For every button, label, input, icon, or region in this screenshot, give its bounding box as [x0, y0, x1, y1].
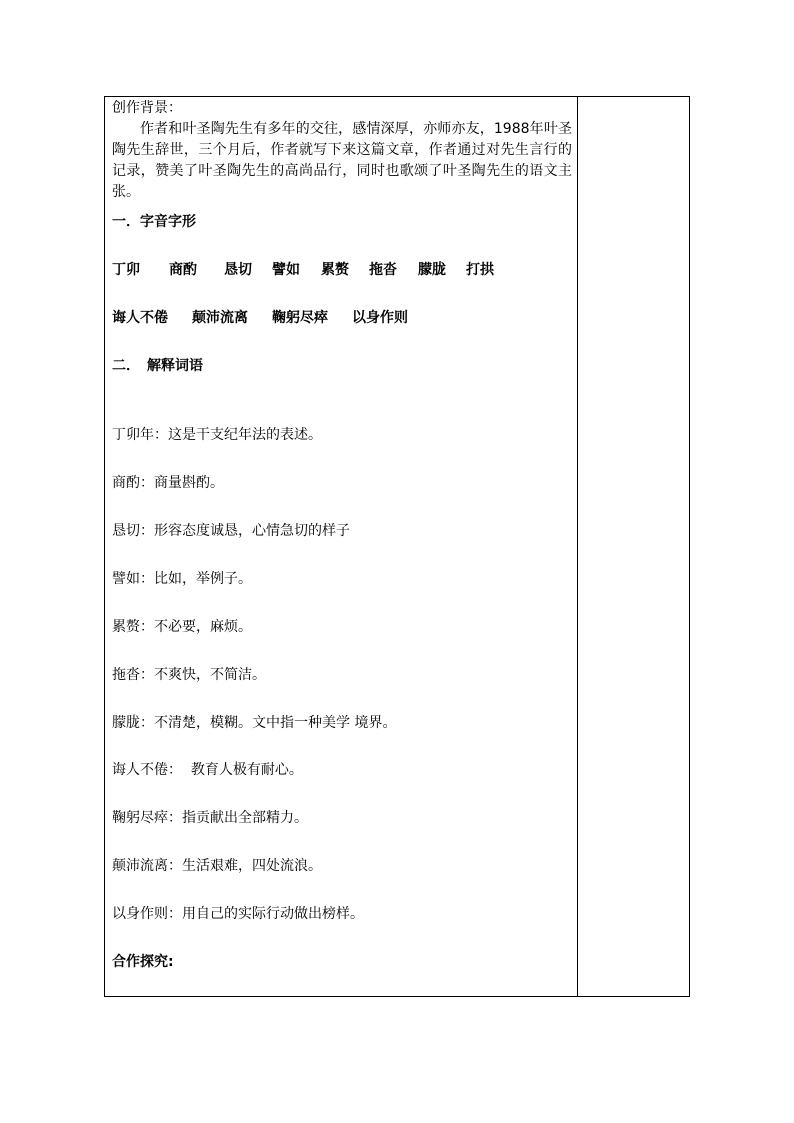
definition-item: 颠沛流离：生活艰难，四处流浪。 — [112, 858, 322, 874]
definition-item: 以身作则：用自己的实际行动做出榜样。 — [112, 906, 364, 922]
idiom-item: 以身作则 — [352, 310, 408, 326]
word-item: 打拱 — [466, 262, 494, 278]
word-item: 累赘 — [321, 262, 349, 278]
definition-item: 恳切：形容态度诚恳，心情急切的样子 — [112, 523, 350, 539]
idiom-item: 诲人不倦 — [112, 310, 168, 326]
section3-heading: 合作探究: — [112, 954, 174, 970]
word-item: 丁卯 — [112, 262, 140, 278]
word-item: 譬如 — [272, 262, 300, 278]
word-item: 恳切 — [224, 262, 252, 278]
background-heading: 创作背景： — [112, 100, 182, 116]
definition-item: 累赘：不必要，麻烦。 — [112, 619, 252, 635]
idiom-item: 鞠躬尽瘁 — [272, 310, 328, 326]
definition-item: 鞠躬尽瘁：指贡献出全部精力。 — [112, 810, 308, 826]
content-cell — [105, 97, 577, 996]
idiom-item: 颠沛流离 — [192, 310, 248, 326]
definition-item: 譬如：比如，举例子。 — [112, 571, 252, 587]
worksheet-table — [104, 96, 690, 997]
notes-cell — [578, 97, 689, 996]
word-item: 商酌 — [169, 262, 197, 278]
word-item: 朦胧 — [418, 262, 446, 278]
background-paragraph: 作者和叶圣陶先生有多年的交往，感情深厚，亦师亦友，1988年叶圣陶先生辞世，三个月后，作者就写下来这篇文章，作者通过对先生言行的记录，赞美了叶圣陶先生的高尚品行，同时也歌颂了叶圣陶先生的语文主张。 — [112, 121, 572, 200]
word-item: 拖沓 — [369, 262, 397, 278]
definition-item: 拖沓：不爽快，不简洁。 — [112, 667, 266, 683]
definition-item: 丁卯年：这是干支纪年法的表述。 — [112, 427, 322, 443]
section1-heading: 一．字音字形 — [112, 214, 196, 230]
section2-heading: 二． 解释词语 — [112, 358, 203, 374]
definition-item: 朦胧：不清楚，模糊。文中指一种美学 境界。 — [112, 715, 397, 731]
definition-item: 诲人不倦： 教育人极有耐心。 — [112, 762, 303, 778]
definition-item: 商酌：商量斟酌。 — [112, 475, 224, 491]
